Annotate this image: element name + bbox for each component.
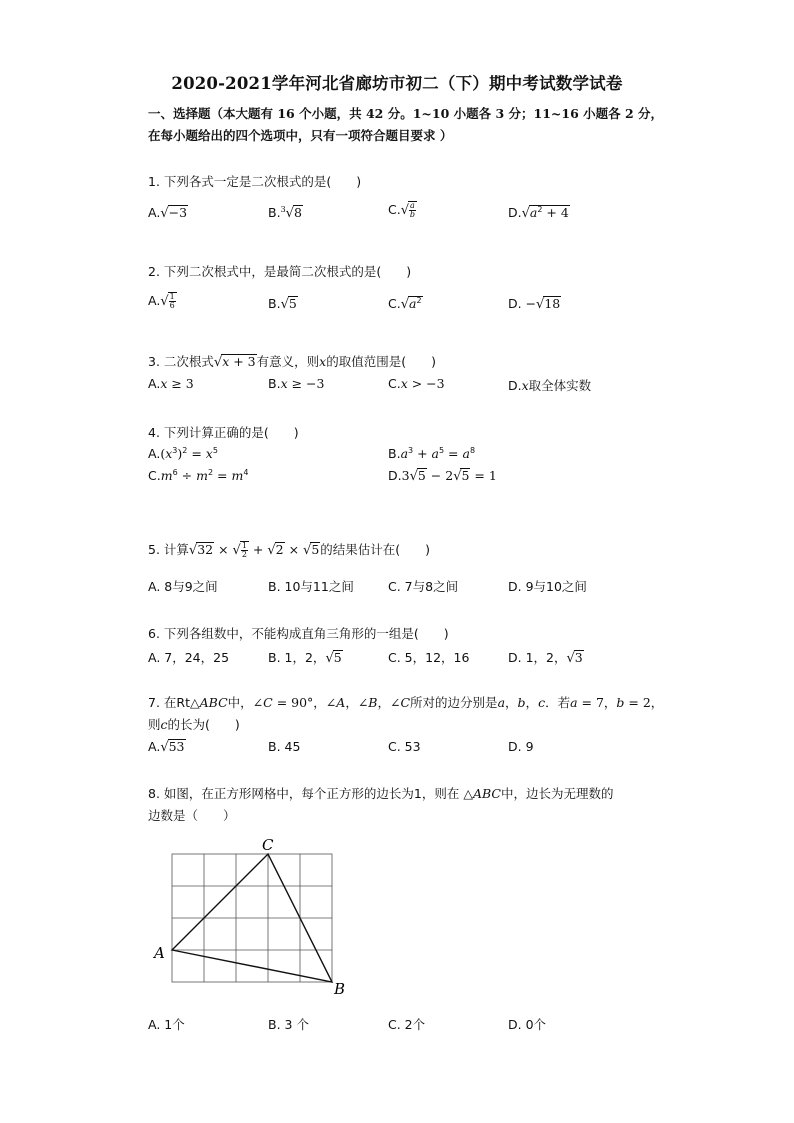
exam-title: 2020-2021学年河北省廊坊市初二（下）期中考试数学试卷 (171, 74, 623, 93)
vertex-label-b: B (334, 980, 346, 998)
q8-option-c: C. 2个 (388, 1017, 426, 1032)
q4-option-d: D.3√5 − 2√5 = 1 (388, 468, 497, 484)
triangle-grid-figure (150, 832, 350, 1002)
question-1-stem: 1. 下列各式一定是二次根式的是( ) (148, 174, 362, 189)
vertex-label-c: C (262, 836, 274, 854)
q2-option-d: D. −√18 (508, 296, 561, 312)
q1-option-b: B.$^3$√8 (268, 205, 302, 222)
q1-option-a: A.√−3 (148, 205, 188, 221)
q4-option-c: $C.m^6 \div m^2 = m^4$ (148, 468, 249, 484)
q8-option-a: A. 1个 (148, 1017, 185, 1032)
vertex-label-a: A (154, 944, 165, 962)
question-2-stem: 2. 下列二次根式中，是最简二次根式的是( ) (148, 264, 412, 279)
q5-option-d: D. 9与10之间 (508, 579, 587, 594)
q8-option-d: D. 0个 (508, 1017, 547, 1032)
q3-option-a: A.x ≥ 3 (148, 376, 194, 391)
section-heading-line2: 在每小题给出的四个选项中，只有一项符合题目要求 ） (148, 128, 453, 143)
question-4-stem: 4. 下列计算正确的是( ) (148, 425, 299, 440)
q7-option-a: A.√53 (148, 739, 185, 755)
q1-option-c: C.√ $\frac{a}{b}$ (388, 201, 415, 219)
q4-option-a: $A.(x^3)^2 = x^5$ (148, 446, 218, 462)
q2-option-c: $C.√a^2$ (388, 296, 422, 313)
q3-option-d: D.x取全体实数 (508, 378, 592, 393)
square-grid (172, 854, 332, 982)
q7-option-b: B. 45 (268, 739, 301, 754)
question-3-stem: 3. 二次根式√x + 3有意义，则x的取值范围是( ) (148, 354, 436, 370)
q4-option-b: $B.a^3 + a^5 = a^8$ (388, 446, 476, 462)
q6-option-a: A. 7，24，25 (148, 650, 230, 665)
question-7-stem: 7. 在Rt△ABC中，∠C = 90°，∠A，∠B，∠C所对的边分别是a，b，c．若a = 7，b = 2， (148, 695, 664, 710)
question-6-stem: 6. 下列各组数中，不能构成直角三角形的一组是( ) (148, 626, 449, 641)
q7-option-d: D. 9 (508, 739, 534, 754)
q5-option-b: B. 10与11之间 (268, 579, 354, 594)
question-8-stem: 8. 如图，在正方形网格中，每个正方形的边长为1，则在 △ABC中，边长为无理数的 (148, 786, 614, 801)
section-heading-line1: 一、选择题（本大题有 16 个小题，共 42 分。1~10 小题各 3 分；11~16 小题各 2 分， (148, 106, 664, 121)
q8-option-b: B. 3 个 (268, 1017, 309, 1032)
q2-option-a: A.√ $\frac{1}{6}$ (148, 292, 175, 310)
q6-option-b: B. 1，2，√5 (268, 650, 342, 666)
q3-option-b: B.x ≥ −3 (268, 376, 325, 391)
q2-option-b: B.√5 (268, 296, 297, 312)
question-8-stem-line2: 边数是（ ） (148, 808, 236, 823)
question-5-stem: 5. 计算√32 × √ $\frac{1}{2}$ + √2 × √5的结果估计在( ) (148, 541, 431, 559)
q5-option-c: C. 7与8之间 (388, 579, 459, 594)
q6-option-d: D. 1，2，√3 (508, 650, 583, 666)
q7-option-c: C. 53 (388, 739, 421, 754)
q1-option-d: $D.√a^2 + 4$ (508, 205, 569, 222)
question-7-stem-line2: 则c的长为( ) (148, 717, 240, 732)
q6-option-c: C. 5，12，16 (388, 650, 470, 665)
q5-option-a: A. 8与9之间 (148, 579, 218, 594)
q3-option-c: C.x > −3 (388, 376, 445, 391)
